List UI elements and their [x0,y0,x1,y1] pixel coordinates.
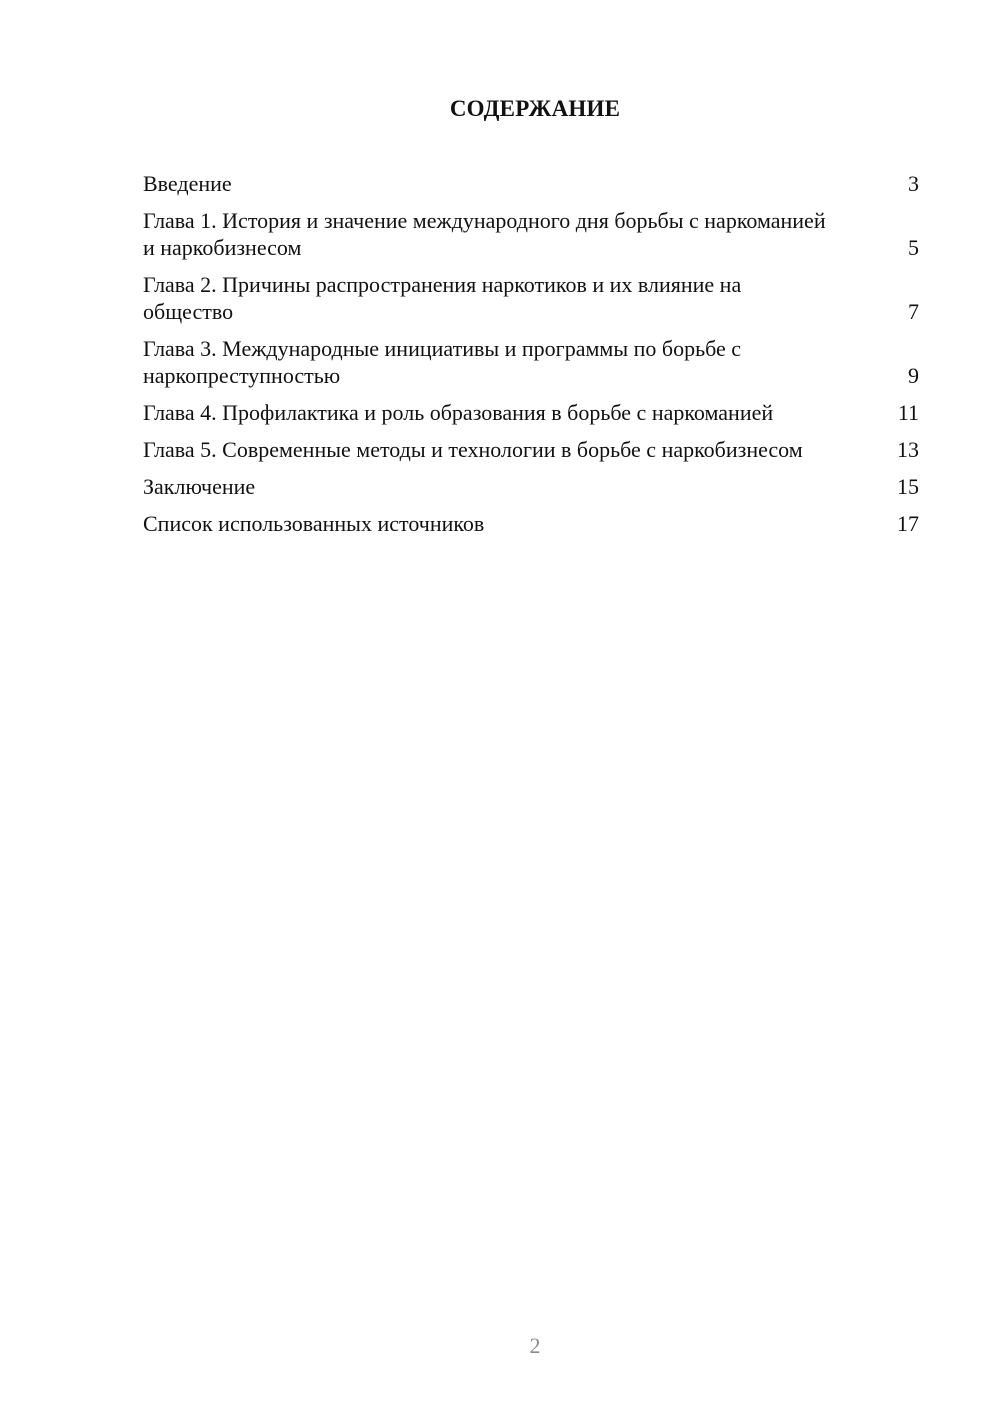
toc-entry-title: Глава 2. Причины распространения наркотиков и их влияние на общество [143,272,742,324]
toc-entry-page: 17 [897,511,919,536]
toc-entry-conclusion [143,473,919,500]
toc-entry-chapter-4 [143,399,919,426]
toc-entry-title: Глава 3. Международные инициативы и программы по борьбе с наркопреступностью [143,336,742,388]
toc-entry-page: 11 [897,400,919,425]
toc-entry-title: Глава 4. Профилактика и роль образования в борьбе с наркоманией [143,400,774,425]
toc-entry-title: Список использованных источников [143,511,485,536]
toc-entry-title: Глава 5. Современные методы и технологии в борьбе с наркобизнесом [143,437,803,462]
toc-entry-title: Глава 1. История и значение международного дня борьбы с наркоманией и наркобизнесом [143,208,826,260]
toc-entry-title: Заключение [143,474,256,499]
toc-entry-page: 9 [908,363,919,388]
table-of-contents [143,170,919,547]
toc-entry-chapter-1 [143,207,919,261]
toc-entry-chapter-2 [143,271,919,325]
toc-entry-page: 5 [908,235,919,260]
toc-entry-page: 13 [897,437,919,462]
toc-entry-introduction [143,170,919,197]
toc-entry-page: 7 [908,299,919,324]
toc-entry-chapter-3 [143,335,919,389]
toc-entry-references [143,510,919,537]
page-number: 2 [529,1333,541,1358]
page-title: СОДЕРЖАНИЕ [449,96,621,121]
toc-entry-page: 15 [897,474,919,499]
toc-entry-page: 3 [908,171,919,196]
toc-entry-title: Введение [143,171,232,196]
toc-entry-chapter-5 [143,436,919,463]
